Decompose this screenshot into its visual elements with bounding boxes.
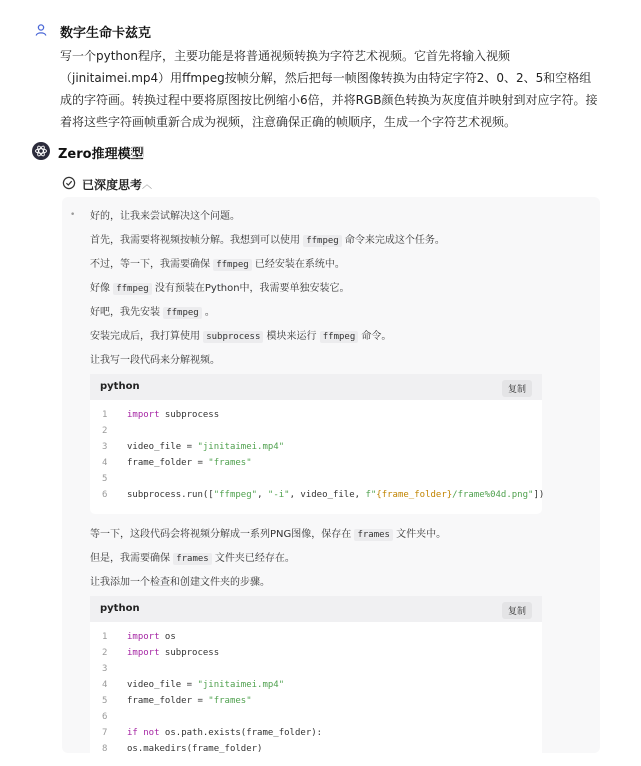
thinking-text: 但是，我需要确保 xyxy=(90,553,174,564)
line-number: 1 xyxy=(102,632,108,642)
inline-code: ffmpeg xyxy=(113,283,152,295)
code-token: os.path.exists(frame_folder): xyxy=(159,728,323,738)
thinking-line xyxy=(90,279,350,294)
code-token: frame_folder = xyxy=(127,696,209,706)
line-number: 7 xyxy=(102,728,108,738)
thinking-toggle[interactable]: 已深度思考 xyxy=(82,178,143,192)
code-token: "ffmpeg" xyxy=(213,490,258,500)
code-token: subprocess xyxy=(159,410,220,420)
code-token: subprocess xyxy=(159,648,220,658)
line-number: 3 xyxy=(102,442,108,452)
line-number: 2 xyxy=(102,426,108,436)
code-text xyxy=(127,696,252,706)
code-token: os.makedirs(frame_folder) xyxy=(127,744,263,754)
line-number: 4 xyxy=(102,680,108,690)
code-text xyxy=(127,410,219,420)
thinking-text: 等一下，这段代码会将视频分解成一系列PNG图像，保存在 xyxy=(90,529,355,540)
thinking-text: 不过，等一下，我需要确保 xyxy=(90,259,214,270)
code-block xyxy=(90,596,542,766)
code-text xyxy=(127,648,219,658)
thinking-line xyxy=(90,207,240,222)
inline-code: frames xyxy=(354,529,393,541)
check-circle-icon xyxy=(62,176,76,190)
code-token: "jinitaimei.mp4" xyxy=(197,442,285,452)
line-number: 5 xyxy=(102,696,108,706)
line-number: 5 xyxy=(102,474,108,484)
code-token: ]) xyxy=(533,490,545,500)
code-language: python xyxy=(100,381,140,392)
line-number: 1 xyxy=(102,410,108,420)
thinking-line xyxy=(90,327,391,342)
code-token: frame_folder = xyxy=(127,458,209,468)
thinking-text: 让我添加一个检查和创建文件夹的步骤。 xyxy=(90,577,270,588)
thinking-text: 命令来完成这个任务。 xyxy=(341,235,445,246)
thinking-text: 已经安装在系统中。 xyxy=(251,259,345,270)
line-number: 4 xyxy=(102,458,108,468)
code-text xyxy=(127,458,252,468)
code-language: python xyxy=(100,603,140,614)
inline-code: ffmpeg xyxy=(303,235,342,247)
thinking-text: 安装完成后，我打算使用 xyxy=(90,331,204,342)
code-token: /frame%04d.png" xyxy=(452,490,534,500)
code-token: , xyxy=(257,490,268,500)
code-block-header xyxy=(90,596,542,622)
inline-code: ffmpeg xyxy=(213,259,252,271)
code-token: if not xyxy=(127,728,160,738)
inline-code: ffmpeg xyxy=(163,307,202,319)
code-token: "frames" xyxy=(208,458,252,468)
assistant-name: Zero推理模型 xyxy=(58,147,144,162)
thinking-text: 没有预装在Python中，我需要单独安装它。 xyxy=(151,283,350,294)
code-token: subprocess.run([ xyxy=(127,490,214,500)
code-token: import xyxy=(127,648,160,658)
inline-code: subprocess xyxy=(203,331,263,343)
code-token: os xyxy=(159,632,176,642)
code-token: import xyxy=(127,410,160,420)
thinking-line xyxy=(90,573,270,588)
thinking-text: 好吧，我先安装 xyxy=(90,307,164,318)
atom-icon xyxy=(34,144,48,158)
copy-code-button[interactable]: 复制 xyxy=(502,602,532,619)
thinking-text: 好的，让我来尝试解决这个问题。 xyxy=(90,211,240,222)
line-number: 6 xyxy=(102,712,108,722)
thinking-text: 模块来运行 xyxy=(263,331,320,342)
code-token: "-i" xyxy=(267,490,290,500)
thinking-line xyxy=(90,549,295,564)
thinking-line xyxy=(90,525,446,540)
code-token: import xyxy=(127,632,160,642)
code-text xyxy=(127,680,284,690)
user-message: 写一个python程序，主要功能是将普通视频转换为字符艺术视频。它首先将输入视频（jinitaimei.mp4）用ffmpeg按帧分解，然后把每一帧图像转换为由特定字符2、0、2、5和空格组成的字符画。转换过程中要将原图按比例缩小6倍，并将RGB颜色转换为灰度值并映射到对应字符。接着将这些字符画帧重新合成为视频，注意确保正确的帧顺序，生成一个字符艺术视频。 xyxy=(60,49,598,129)
code-text xyxy=(127,442,284,452)
inline-code: frames xyxy=(173,553,212,565)
assistant-avatar xyxy=(32,142,50,160)
thinking-line xyxy=(90,351,220,366)
copy-icon[interactable] xyxy=(132,146,144,158)
code-text xyxy=(127,744,262,754)
code-token: video_file = xyxy=(127,442,198,452)
code-block-header xyxy=(90,374,542,400)
code-token: video_file = xyxy=(127,680,198,690)
thinking-text: 。 xyxy=(201,307,215,318)
thinking-line xyxy=(90,231,445,246)
copy-code-button[interactable]: 复制 xyxy=(502,380,532,397)
code-token: , video_file, xyxy=(289,490,366,500)
code-token: {frame_folder} xyxy=(376,490,453,500)
code-text xyxy=(127,632,176,642)
thinking-line xyxy=(90,255,345,270)
chevron-up-icon[interactable]: ︿ xyxy=(142,180,152,191)
thinking-text: 让我写一段代码来分解视频。 xyxy=(90,355,220,366)
code-block xyxy=(90,374,545,514)
user-name: 数字生命卡兹克 xyxy=(60,26,152,41)
user-icon xyxy=(34,23,48,37)
line-number: 2 xyxy=(102,648,108,658)
line-number: 8 xyxy=(102,744,108,754)
thinking-text: 首先，我需要将视频按帧分解。我想到可以使用 xyxy=(90,235,304,246)
code-token: f" xyxy=(365,490,377,500)
thinking-text: 好像 xyxy=(90,283,114,294)
thinking-text: 命令。 xyxy=(358,331,392,342)
code-text xyxy=(127,490,544,500)
inline-code: ffmpeg xyxy=(320,331,359,343)
line-number: 3 xyxy=(102,664,108,674)
thinking-text: 文件夹已经存在。 xyxy=(211,553,295,564)
code-token: "frames" xyxy=(208,696,252,706)
code-token: "jinitaimei.mp4" xyxy=(197,680,285,690)
thinking-line xyxy=(90,303,215,318)
thinking-text: 文件夹中。 xyxy=(392,529,447,540)
bullet-icon: • xyxy=(70,210,76,220)
line-number: 6 xyxy=(102,490,108,500)
code-text xyxy=(127,728,322,738)
